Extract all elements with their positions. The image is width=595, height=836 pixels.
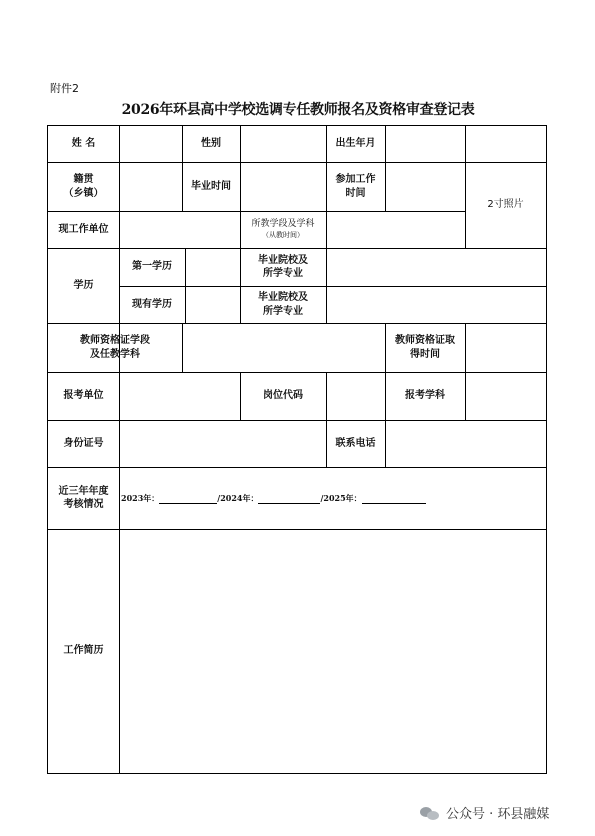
year-2023-label: 2023年： [121, 493, 160, 503]
first-education-label: 第一学历 [132, 261, 172, 273]
current-education-label: 现有学历 [132, 298, 172, 310]
current-unit-label: 现工作单位 [58, 223, 109, 235]
form-title: 2026年环县高中学校选调专任教师报名及资格审查登记表 [121, 102, 475, 118]
work-start-label: 参加工作 时间 [335, 174, 376, 199]
name-label: 姓 名 [71, 138, 96, 150]
year-2024-label: /2024年： [217, 493, 259, 503]
col-line [119, 126, 120, 773]
year-2023-blank[interactable] [159, 494, 217, 504]
col-line [385, 126, 386, 211]
teaching-subject-label [240, 211, 326, 248]
watermark-text: 公众号 · 环县融媒 [446, 807, 550, 822]
col-line [465, 372, 466, 420]
col-line [182, 323, 183, 372]
watermark [420, 803, 549, 822]
id-number-label: 身份证号 [63, 437, 104, 449]
col-line [240, 126, 241, 211]
phone-label: 联系电话 [335, 437, 376, 449]
assessment-label: 近三年年度 考核情况 [58, 485, 109, 510]
school-major-label-2: 毕业院校及 所学专业 [258, 292, 308, 317]
birth-label: 出生年月 [335, 138, 376, 150]
row-line [48, 529, 546, 530]
col-line [385, 420, 386, 467]
resume-label: 工作简历 [63, 645, 104, 657]
teaching-years-text: （从教时间） [262, 230, 304, 239]
col-line [326, 248, 327, 323]
certificate-subject-label: 教师资格证学段 及任教学科 [80, 335, 150, 360]
certificate-time-label: 教师资格证取 得时间 [395, 335, 455, 360]
year-2025-blank[interactable] [362, 494, 426, 504]
registration-form-table [47, 125, 547, 774]
year-2025-label: /2025年： [320, 493, 362, 503]
year-2024-blank[interactable] [258, 494, 320, 504]
apply-subject-label: 报考学科 [405, 390, 445, 402]
photo-placeholder: 2寸照片 [487, 199, 524, 211]
col-line [185, 248, 186, 323]
col-line [326, 211, 327, 248]
gender-label: 性别 [201, 138, 221, 150]
apply-unit-label: 报考单位 [63, 390, 104, 402]
col-line [465, 323, 466, 372]
attachment-label: 附件2 [50, 82, 79, 95]
education-label: 学历 [73, 279, 94, 291]
post-code-label: 岗位代码 [263, 390, 303, 402]
wechat-icon [420, 806, 440, 820]
col-line [326, 372, 327, 420]
row-line [48, 420, 546, 421]
graduation-time-label: 毕业时间 [191, 180, 231, 192]
row-line [48, 467, 546, 468]
assessment-fields [121, 493, 426, 504]
native-place-label: 籍贯 （乡镇） [63, 174, 104, 199]
teaching-subject-text: 所教学段及学科 [251, 219, 315, 230]
school-major-label-1: 毕业院校及 所学专业 [258, 254, 308, 279]
